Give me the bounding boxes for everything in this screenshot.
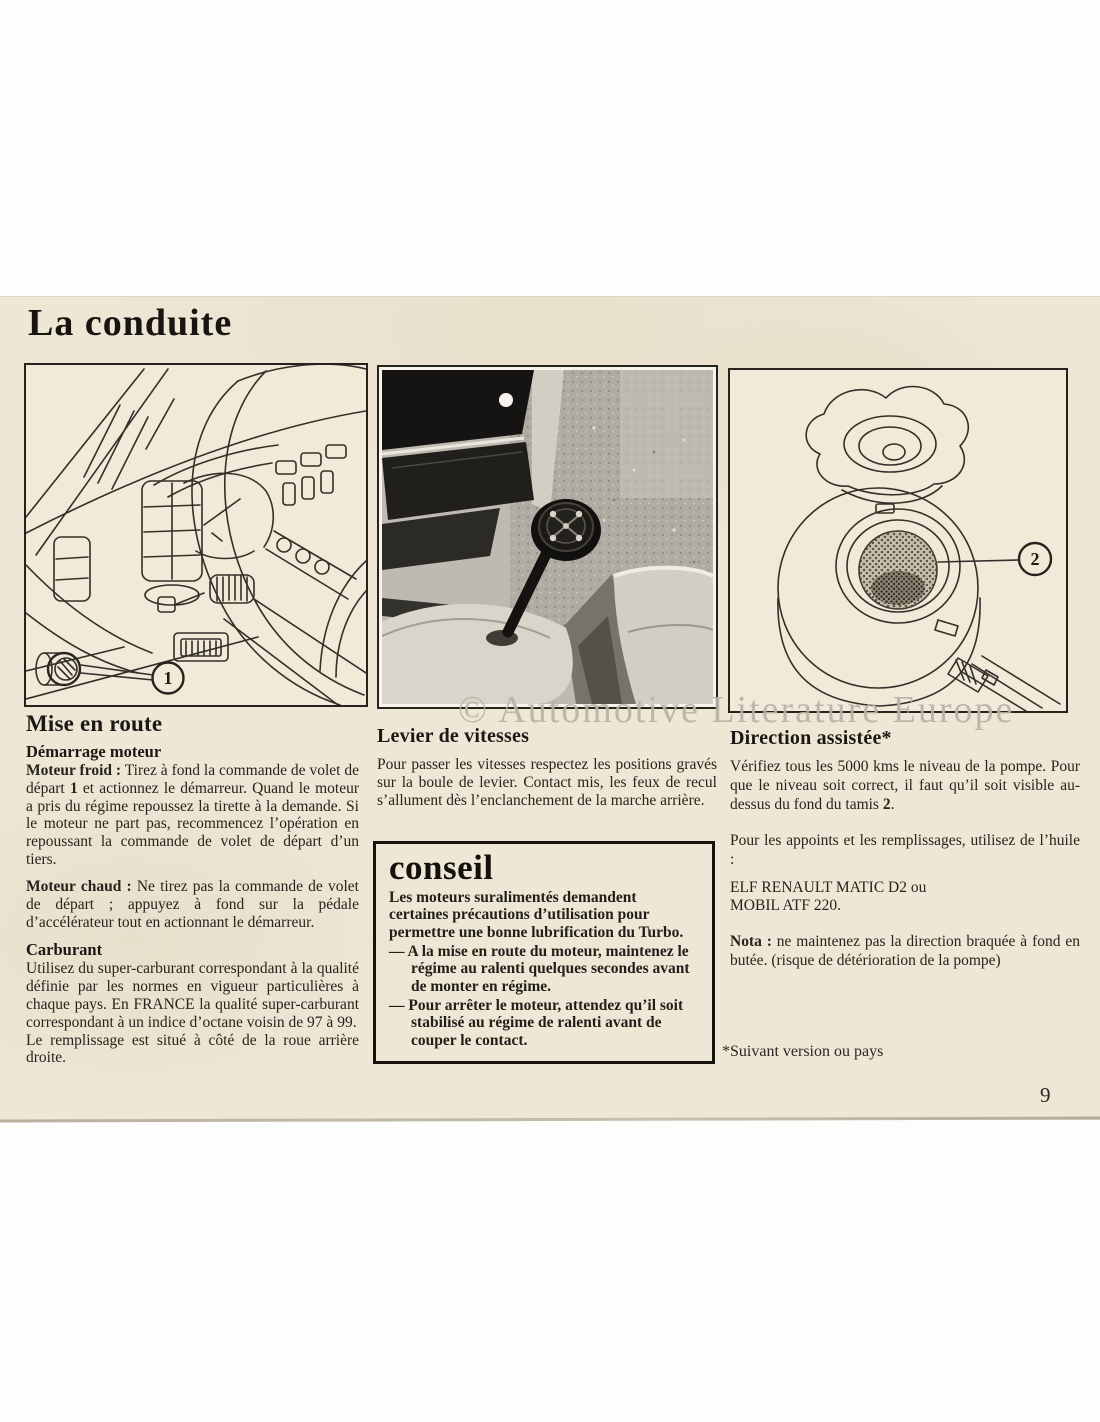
- paragraph-carburant-1: Utilisez du super-carburant correspondant à la qualité définie par les normes en vigueur particulières à chaque pays. En FRANCE la qualité super-carburant correspondant à un indice d’octane voisin de 97 à 99.: [26, 960, 359, 1031]
- paragraph-nota: Nota : ne maintenez pas la direction braquée à fond en butée. (risque de détérioration de la pompe): [730, 933, 1080, 970]
- page-number: 9: [1040, 1083, 1051, 1107]
- section-levier-de-vitesses: [377, 725, 717, 809]
- conseil-item-2: — Pour arrêter le moteur, attendez qu’il soit stabilisé au régime de ralenti avant de couper le contact.: [389, 996, 684, 1049]
- line-mobil: MOBIL ATF 220.: [730, 897, 841, 915]
- manual-page-paper: [0, 296, 1100, 1120]
- figure-gear-lever-photo: [377, 365, 718, 709]
- callout-1-number: 1: [163, 668, 173, 688]
- subheading-demarrage-moteur: Démarrage moteur: [26, 742, 162, 761]
- paragraph-moteur-chaud: Moteur chaud : Ne tirez pas la commande de volet de départ ; appuyez à fond sur la pédale d’accélérateur tout en actionnant le démarreur.: [26, 877, 359, 931]
- heading-mise-en-route: Mise en route: [26, 711, 163, 736]
- footnote-version: *Suivant version ou pays: [722, 1043, 884, 1060]
- page-title: La conduite: [28, 302, 233, 344]
- section-direction-assistee: [730, 727, 1080, 971]
- steering-pump-svg: [730, 370, 1066, 711]
- watermark-text: © Automotive Literature Europe: [458, 689, 1015, 731]
- paragraph-carburant-2: Le remplissage est situé à côté de la roue arrière droite.: [26, 1031, 359, 1067]
- heading-levier-de-vitesses: Levier de vitesses: [377, 725, 530, 747]
- conseil-item-1: — A la mise en route du moteur, maintenez le régime au ralenti quelques secondes avant de monter en régime.: [389, 942, 690, 996]
- callout-2-number: 2: [1030, 549, 1040, 569]
- conseil-intro: Les moteurs suralimentés demandent certaines précautions d’utilisation pour permettre une bonne lubrification du Turbo.: [389, 888, 684, 942]
- dashboard-drawing-svg: [26, 365, 366, 705]
- conseil-title: conseil: [389, 848, 494, 887]
- paragraph-moteur-froid: Moteur froid : Tirez à fond la commande de volet de départ 1 et actionnez le démarreur. Quand le moteur a pris du régime repoussez la tirette à la demande. Si le moteur ne part pas, recommencez l’opération en repoussant la commande de volet de départ d’un tiers.: [26, 762, 359, 869]
- section-mise-en-route: [26, 711, 359, 1076]
- paragraph-appoints: Pour les appoints et les remplissages, utilisez de l’huile :: [730, 831, 1080, 868]
- line-elf-renault: ELF RENAULT MATIC D2 ou: [730, 878, 927, 896]
- figure-steering-pump-drawing: [728, 368, 1068, 713]
- gear-lever-photo-svg: [382, 370, 713, 704]
- conseil-box: [373, 841, 715, 1064]
- figure-dashboard-drawing: [24, 363, 368, 707]
- subheading-carburant: Carburant: [26, 940, 103, 960]
- paragraph-levier: Pour passer les vitesses respectez les positions gravés sur la boule de levier. Contact mis, les feux de recul s’allument dès l’enclanchement de la marche arrière.: [377, 756, 717, 809]
- paragraph-direction-1: Vérifiez tous les 5000 kms le niveau de la pompe. Pour que le niveau soit correct, il faut qu’il soit visible au-dessus du fond du tamis 2.: [730, 758, 1080, 813]
- heading-direction-assistee: Direction assistée*: [730, 727, 892, 749]
